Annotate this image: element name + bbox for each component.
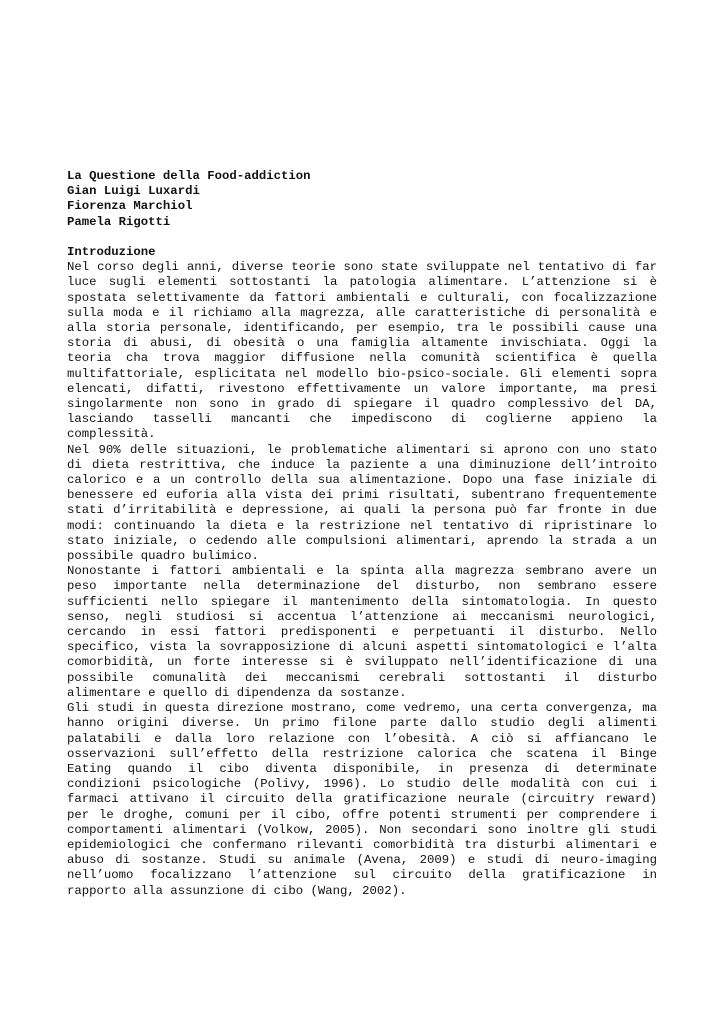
section-title: Introduzione: [67, 245, 156, 259]
paragraph: Gli studi in questa direzione mostrano, come vedremo, una certa convergenza, ma hanno origini diverse. Un primo filone parte dallo studio degli alimenti palatabili e dalla loro relazione con l’obesità. A ciò si affiancano le osservazioni sull’effetto della restrizione calorica che scatena il Binge Eating quando il cibo diventa disponibile, in presenza di determinate condizioni psicologiche (Polivy, 1996). Lo studio delle modalità con cui i farmaci attivano il circuito della gratificazione neurale (circuitry reward) per le droghe, comuni per il cibo, offre potenti strumenti per comprendere i comportamenti alimentari (Volkow, 2005). Non secondari sono inoltre gli studi epidemiologici che confermano rilevanti comorbidità tra disturbi alimentari e abuso di sostanze. Studi su animale (Avena, 2009) e studi di neuro-imaging nell’uomo focalizzano l’attenzione sul circuito della gratificazione in rapporto alla assunzione di cibo (Wang, 2002).: [67, 701, 657, 898]
document-title: La Questione della Food-addiction: [67, 169, 311, 183]
paragraph: Nonostante i fattori ambientali e la spinta alla magrezza sembrano avere un peso importante nella determinazione del disturbo, non sembrano essere sufficienti nello spiegare il mantenimento della sintomatologia. In questo senso, negli studiosi si accentua l’attenzione ai meccanismi neurologici, cercando in essi fattori predisponenti e perpetuanti il disturbo. Nello specifico, vista la sovrapposizione di alcuni aspetti sintomatologici e l’alta comorbidità, un forte interesse si è sviluppato nell’identificazione di una possibile comunalità dei meccanismi cerebrali sottostanti il disturbo alimentare e quello di dipendenza da sostanze.: [67, 564, 657, 700]
spacer: [67, 230, 657, 245]
author-name: Gian Luigi Luxardi: [67, 184, 200, 199]
author-name: Fiorenza Marchiol: [67, 199, 193, 214]
paragraph: Nel 90% delle situazioni, le problematiche alimentari si aprono con uno stato di dieta restrittiva, che induce la paziente a una diminuzione dell’introito calorico e a un controllo della sua alimentazione. Dopo una fase iniziale di benessere ed euforia alla vista dei primi risultati, subentrano frequentemente stati d’irritabilità e depressione, ai quali la persona può far fronte in due modi: continuando la dieta e la restrizione nel tentativo di ripristinare lo stato iniziale, o cedendo alle compulsioni alimentari, aprendo la strada a un possibile quadro bulimico.: [67, 442, 657, 564]
paragraph: Nel corso degli anni, diverse teorie sono state sviluppate nel tentativo di far luce sugli elementi sottostanti la patologia alimentare. L’attenzione si è spostata selettivamente da fattori ambientali e culturali, con focalizzazione sulla moda e il richiamo alla magrezza, alle caratteristiche di personalità e alla storia personale, identificando, per esempio, tra le possibili cause una storia di abusi, di obesità o una famiglia altamente invischiata. Oggi la teoria cha trova maggior diffusione nella comunità scientifica è quella multifattoriale, esplicitata nel modello bio-psico-sociale. Gli elementi sopra elencati, difatti, rivestono effettivamente un valore importante, ma presi singolarmente non sono in grado di spiegare il quadro complessivo del DA, lasciando tasselli mancanti che impediscono di coglierne appieno la complessità.: [67, 260, 657, 442]
author-name: Pamela Rigotti: [67, 214, 171, 229]
document-page: [67, 169, 657, 899]
